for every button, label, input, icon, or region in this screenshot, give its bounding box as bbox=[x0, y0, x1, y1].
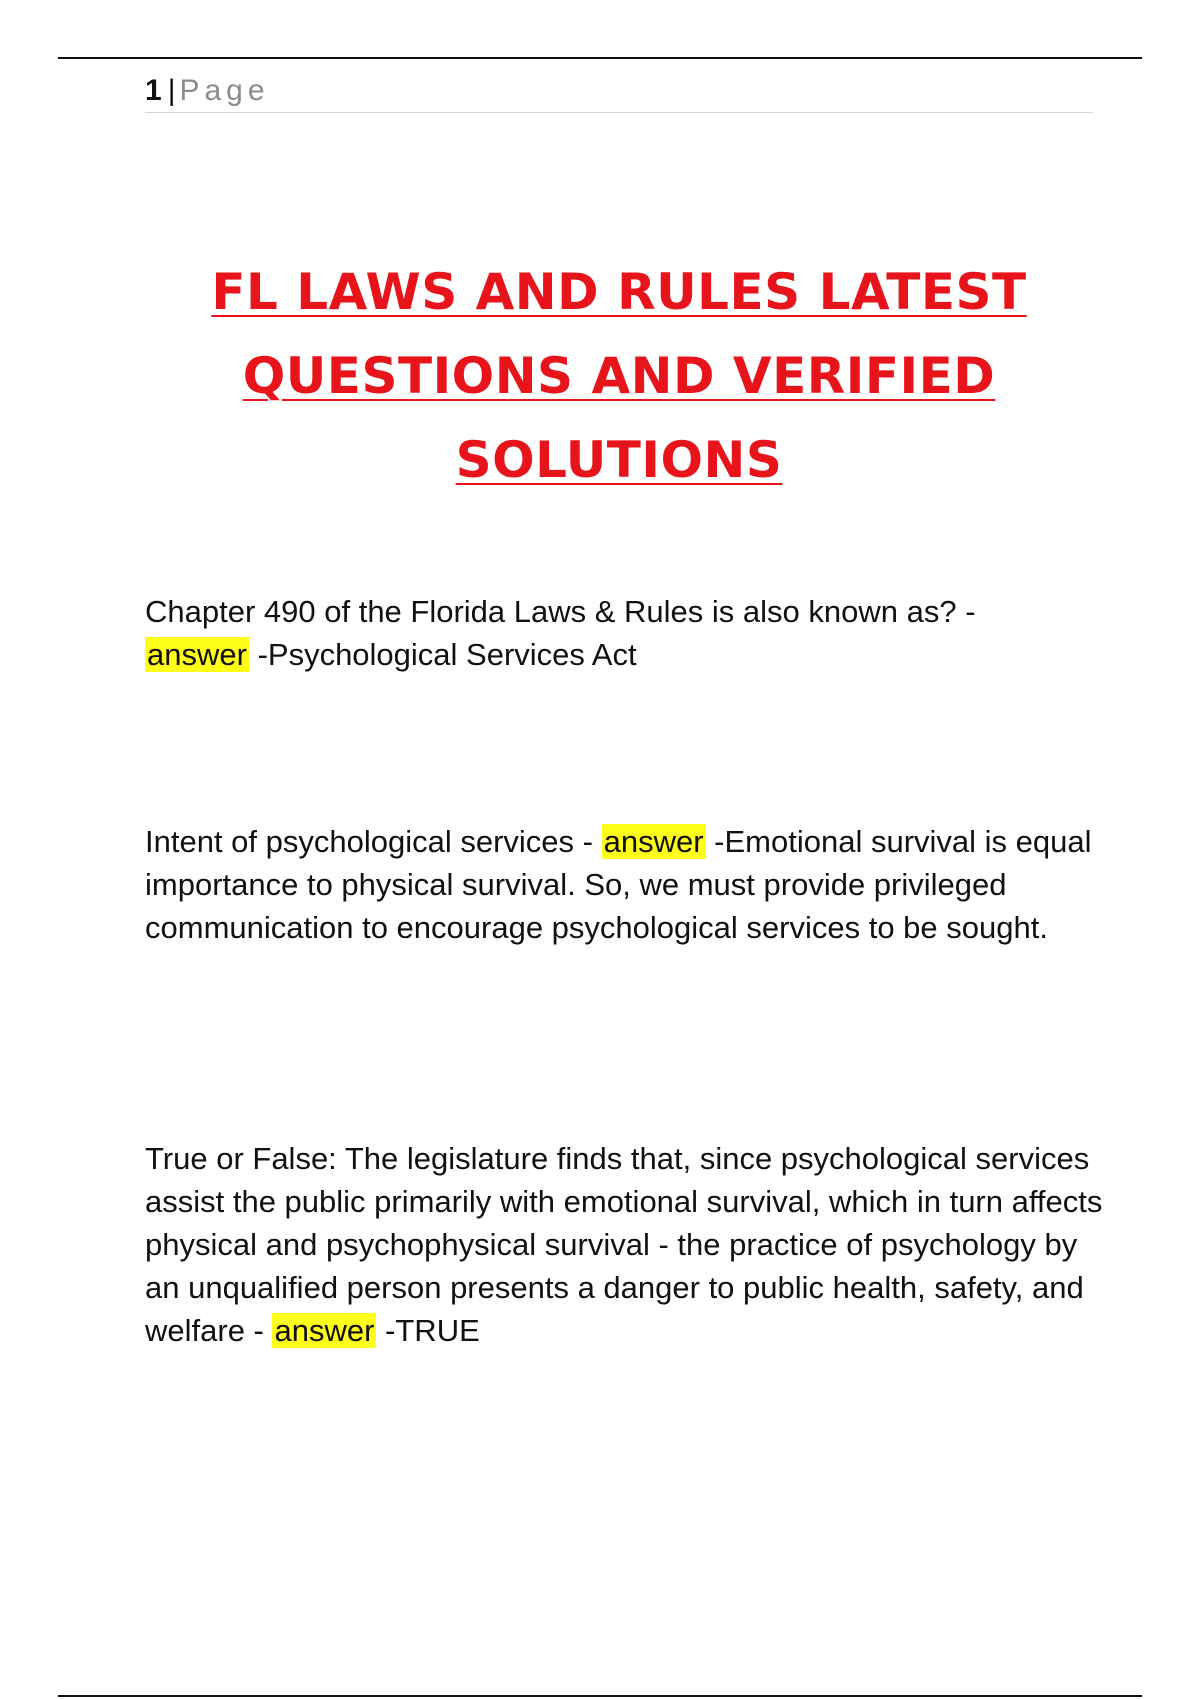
answer-text: -Psychological Services Act bbox=[257, 637, 637, 672]
question-text: Chapter 490 of the Florida Laws & Rules is also known as? - bbox=[145, 594, 976, 629]
top-rule bbox=[58, 57, 1142, 59]
page-label: Page bbox=[179, 74, 270, 107]
title-line: SOLUTIONS bbox=[455, 431, 783, 489]
answer-label: answer bbox=[603, 824, 704, 859]
question-text: Intent of psychological services - bbox=[145, 824, 602, 859]
qa-item bbox=[145, 820, 1105, 949]
bottom-rule bbox=[58, 1695, 1142, 1697]
answer-label: answer bbox=[147, 637, 247, 672]
answer-text: -TRUE bbox=[385, 1313, 480, 1348]
question-text: True or False: The legislature finds that, since psychological services assist the public primarily with emotional survival, which in turn affects physical and psychophysical survival - the practice of psychology by an unqualified person presents a danger to public health, safety, and welfare - bbox=[145, 1141, 1103, 1348]
page-number: 1 bbox=[145, 74, 162, 107]
qa-item bbox=[145, 590, 1105, 676]
page-separator: | bbox=[167, 74, 176, 107]
qa-item bbox=[145, 1137, 1105, 1352]
document-title bbox=[145, 250, 1093, 502]
answer-text: -Emotional survival is equal importance to physical survival. So, we must provide privileged communication to encourage psychological services to be sought. bbox=[145, 824, 1092, 945]
title-line: QUESTIONS AND VERIFIED bbox=[242, 347, 996, 405]
page-header bbox=[145, 72, 1093, 113]
title-line: FL LAWS AND RULES LATEST bbox=[211, 263, 1027, 321]
answer-label: answer bbox=[274, 1313, 375, 1348]
